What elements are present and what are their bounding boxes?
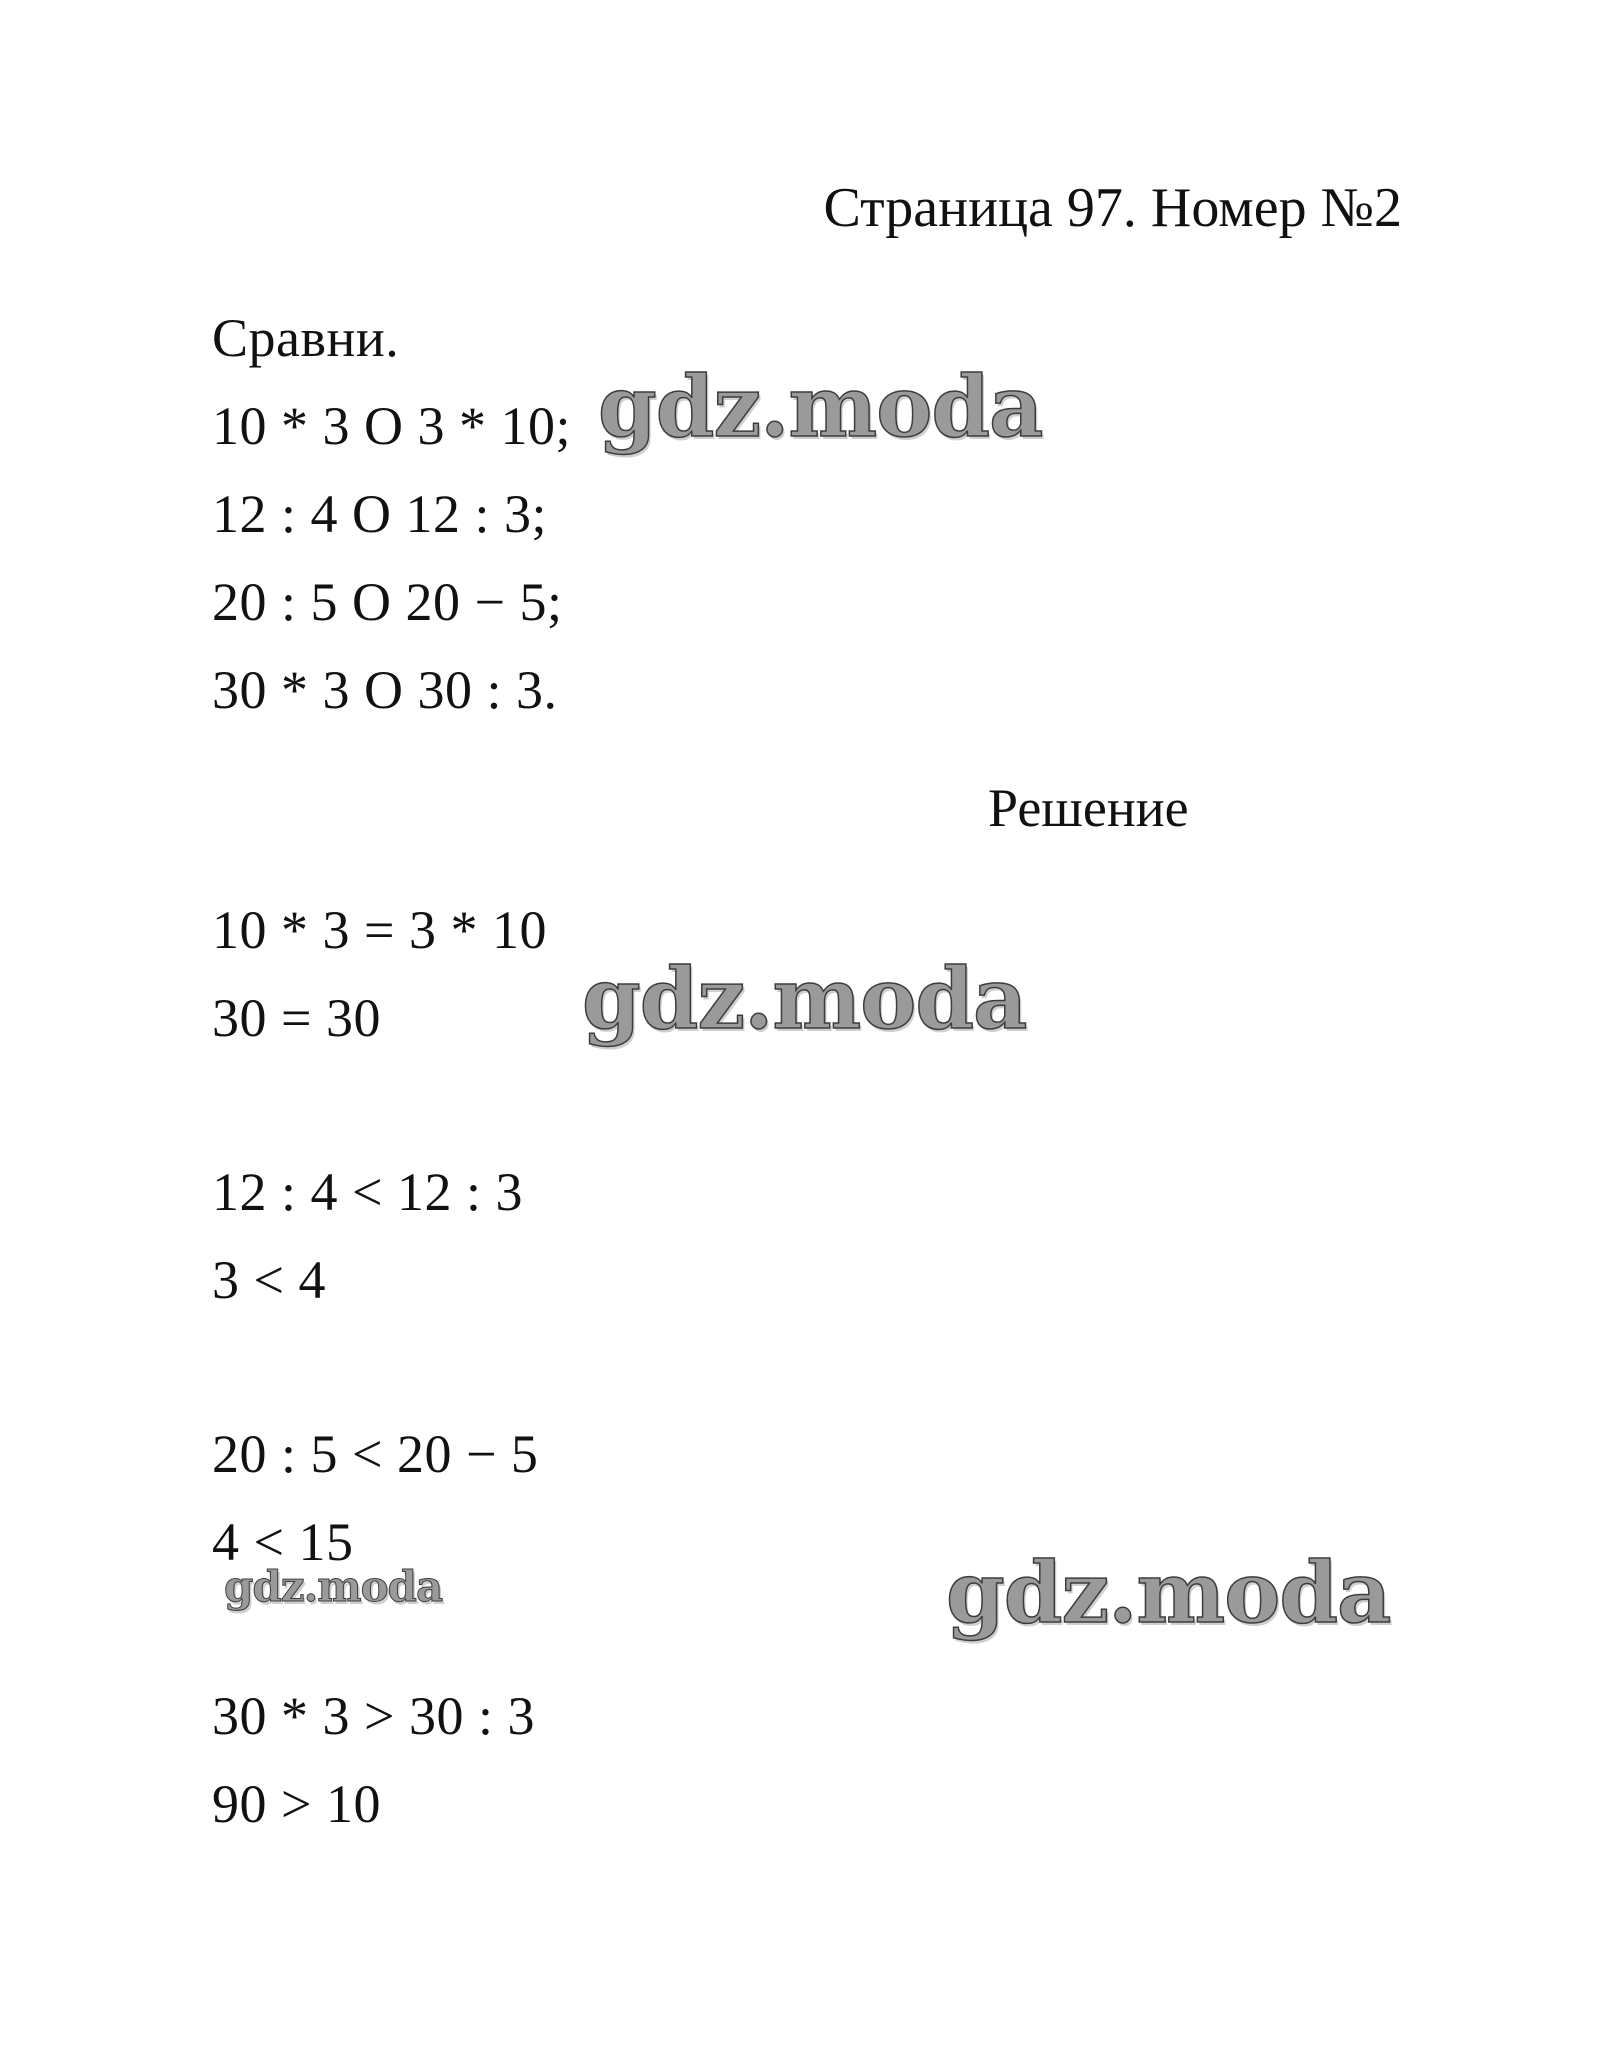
- solution-heading: Решение: [988, 778, 1189, 838]
- task-item-4: 30 * 3 O 30 : 3.: [212, 660, 558, 720]
- solution-step-1-result: 30 = 30: [212, 988, 381, 1048]
- solution-step-2-result: 3 < 4: [212, 1250, 326, 1310]
- task-item-3: 20 : 5 O 20 − 5;: [212, 572, 563, 632]
- solution-step-1-expression: 10 * 3 = 3 * 10: [212, 900, 547, 960]
- task-item-2: 12 : 4 O 12 : 3;: [212, 484, 548, 544]
- solution-step-4-expression: 30 * 3 > 30 : 3: [212, 1686, 535, 1746]
- solution-step-4-result: 90 > 10: [212, 1774, 381, 1834]
- task-item-1: 10 * 3 O 3 * 10;: [212, 396, 571, 456]
- task-instruction: Сравни.: [212, 308, 400, 368]
- watermark-logo: gdz.moda: [224, 1562, 443, 1611]
- solution-step-3-result: 4 < 15: [212, 1512, 354, 1572]
- watermark-logo: gdz.moda: [598, 357, 1043, 456]
- page-title: Страница 97. Номер №2: [823, 177, 1402, 239]
- watermark-logo: gdz.moda: [946, 1543, 1391, 1642]
- solution-step-3-expression: 20 : 5 < 20 − 5: [212, 1424, 539, 1484]
- watermark-logo: gdz.moda: [582, 949, 1027, 1048]
- solution-step-2-expression: 12 : 4 < 12 : 3: [212, 1162, 523, 1222]
